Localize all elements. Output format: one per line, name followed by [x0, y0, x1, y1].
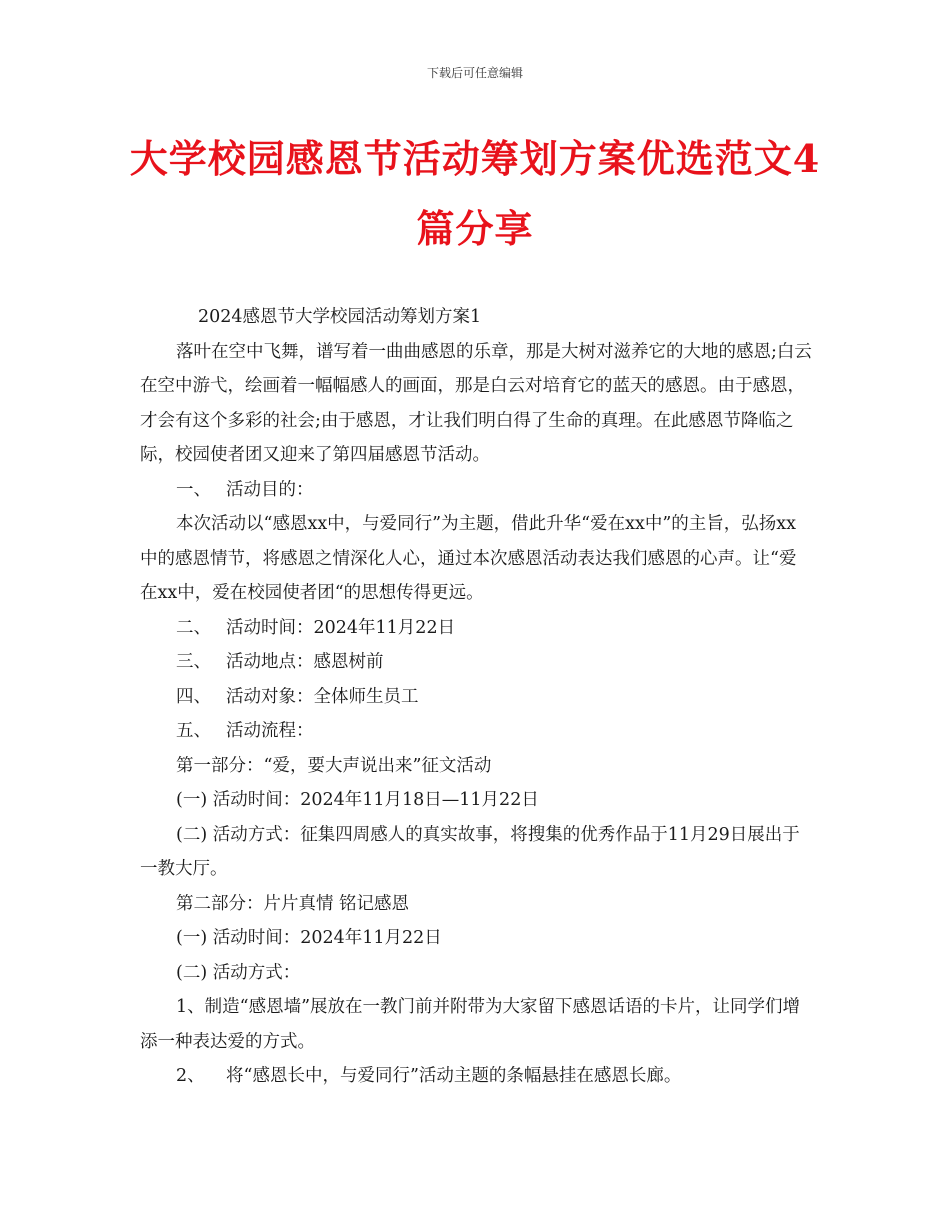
section-5-text: 活动流程：	[226, 721, 314, 741]
intro-paragraph: 落叶在空中飞舞，谱写着一曲曲感恩的乐章，那是大树对滋养它的大地的感恩;白云在空中游弋，绘画着一幅幅感人的画面，那是白云对培育它的蓝天的感恩。由于感恩，才会有这个多彩的社会;由于感恩，才让我们明白得了生命的真理。在此感恩节降临之际，校园使者团又迎来了第四届感恩节活动。	[140, 341, 812, 465]
part2-item1: (一) 活动时间：2024年11月22日	[176, 928, 442, 948]
document-body	[140, 300, 812, 1094]
section-subtitle: 2024感恩节大学校园活动筹划方案1	[198, 307, 482, 327]
section-2-number: 二、	[176, 617, 211, 638]
section-2-text: 活动时间：2024年11月22日	[226, 617, 456, 638]
purpose-paragraph: 本次活动以“感恩xx中，与爱同行”为主题，借此升华“爱在xx中”的主旨，弘扬xx中的感恩情节，将感恩之情深化人心，通过本次感恩活动表达我们感恩的心声。让“爱在xx中，爱在校园使者团“的思想传得更远。	[140, 514, 797, 603]
section-3-number: 三、	[176, 652, 211, 672]
part2-step2-number: 2、	[176, 1066, 205, 1086]
part2-step2	[140, 1059, 812, 1094]
part2-step1: 1、制造“感恩墙”展放在一教门前并附带为大家留下感恩话语的卡片，让同学们增添一种表达爱的方式。	[140, 997, 801, 1052]
part1-item1: (一) 活动时间：2024年11月18日—11月22日	[176, 790, 539, 810]
part1-heading: 第一部分：“爱，要大声说出来”征文活动	[176, 755, 492, 776]
section-3-text: 活动地点：感恩树前	[226, 652, 384, 672]
section-1	[140, 473, 812, 508]
section-1-number: 一、	[176, 479, 211, 500]
section-4	[140, 680, 812, 715]
part1-item2: (二) 活动方式：征集四周感人的真实故事，将搜集的优秀作品于11月29日展出于一教大厅。	[140, 824, 800, 879]
section-2	[140, 611, 812, 646]
section-1-text: 活动目的：	[226, 479, 314, 500]
section-5	[140, 714, 812, 749]
section-4-text: 活动对象：全体师生员工	[226, 686, 419, 707]
section-4-number: 四、	[176, 686, 211, 707]
header-note: 下载后可任意编辑	[426, 66, 523, 80]
part2-item2: (二) 活动方式：	[176, 962, 301, 983]
document-title-line1: 大学校园感恩节活动筹划方案优选范文4	[129, 136, 821, 181]
document-title-line2: 篇分享	[416, 206, 534, 251]
section-5-number: 五、	[176, 721, 211, 741]
part2-heading: 第二部分：片片真情 铭记感恩	[176, 893, 410, 914]
part2-step2-text: 将“感恩长中，与爱同行”活动主题的条幅悬挂在感恩长廊。	[226, 1066, 682, 1086]
section-3	[140, 645, 812, 680]
